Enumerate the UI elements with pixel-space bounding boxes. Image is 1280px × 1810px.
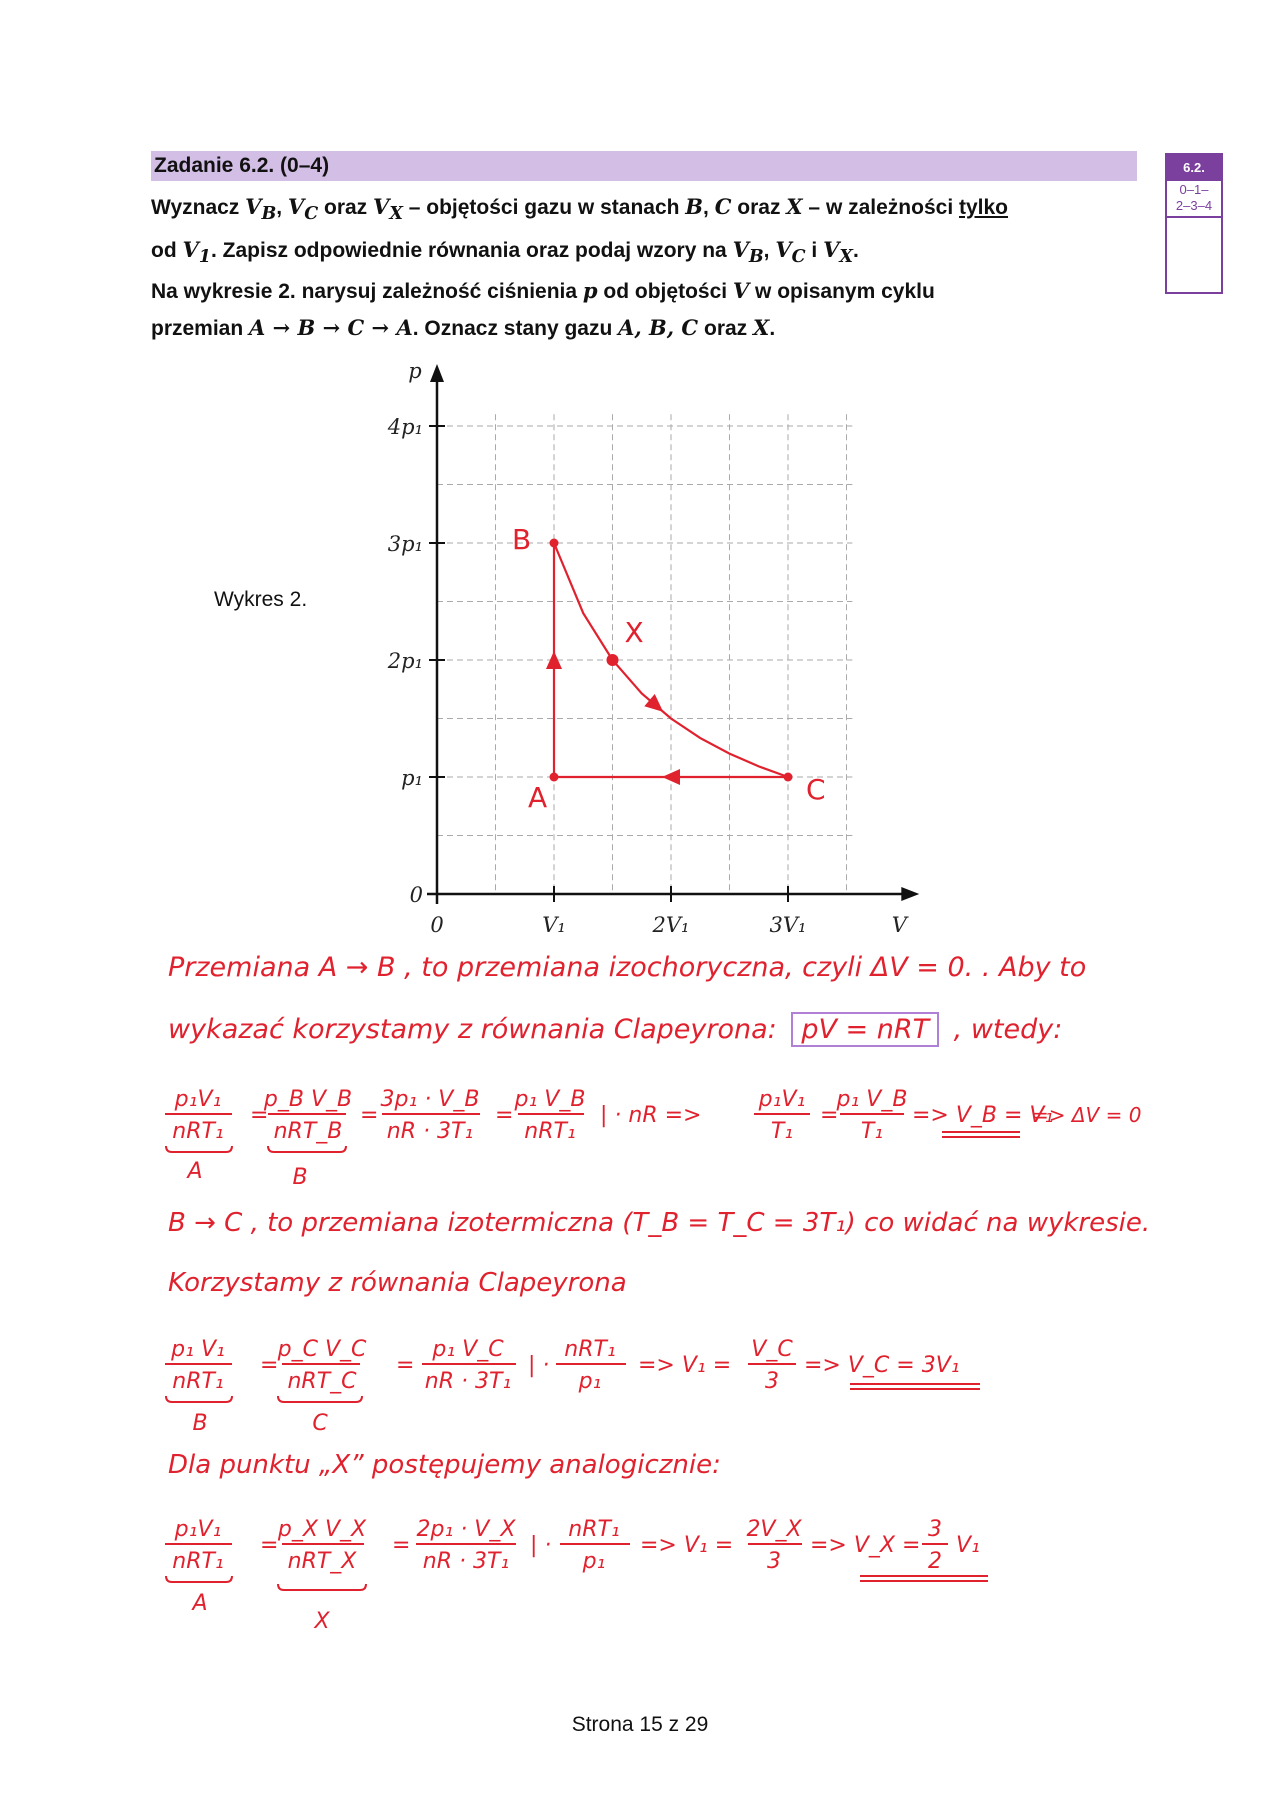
- point-C: [784, 773, 793, 782]
- e1-f6n: p₁ V_B: [836, 1087, 908, 1112]
- solution-line-2: wykazać korzystamy z równania Clapeyrona: pV = nRT , wtedy:: [168, 1014, 1063, 1045]
- task-line-2: od $V_1$. Zapisz odpowiednie równania oraz podaj wzory na $V_B$, $V_C$ i $V_X$.: [151, 237, 859, 268]
- e3-f1n: p₁V₁: [174, 1517, 222, 1542]
- x-tick-label: 0: [430, 913, 444, 937]
- e3-f4n: nRT₁: [568, 1517, 620, 1542]
- point-label-C: C: [806, 773, 826, 806]
- e2-f3n: p₁ V_C: [432, 1337, 504, 1362]
- score-points-line2: 2–3–4: [1175, 198, 1213, 213]
- solution-line-1: Przemiana A → B , to przemiana izochoryczna, czyli ΔV = 0. . Aby to: [168, 952, 1087, 983]
- point-B: [550, 539, 559, 548]
- svg-text:=: =: [260, 1533, 279, 1558]
- svg-text:=: =: [360, 1103, 379, 1128]
- e2-mid: => V₁ =: [638, 1353, 732, 1378]
- point-A: [550, 773, 559, 782]
- e1-res: => V_B = V₁: [912, 1103, 1054, 1128]
- solution-line-4: Korzystamy z równania Clapeyrona: [168, 1268, 627, 1298]
- y-tick-label: 3p₁: [387, 532, 423, 556]
- y-tick-label: 4p₁: [387, 415, 423, 439]
- page-footer: Strona 15 z 29: [571, 1713, 709, 1736]
- e1-f3d: nR · 3T₁: [386, 1119, 474, 1144]
- point-X: [607, 654, 619, 666]
- e1-f2d: nRT_B: [273, 1119, 343, 1144]
- e3-f2n: p_X V_X: [277, 1517, 367, 1542]
- e3-f1d: nRT₁: [172, 1549, 224, 1574]
- y-tick-label: 2p₁: [387, 649, 423, 673]
- pv-chart: [360, 360, 920, 950]
- x-tick-label: 2V₁: [652, 913, 690, 937]
- e3-f3n: 2p₁ · V_X: [416, 1517, 516, 1542]
- e1-op: | · nR =>: [600, 1103, 702, 1128]
- e1-f5n: p₁V₁: [758, 1087, 806, 1112]
- e3-f5n: 2V_X: [746, 1517, 802, 1542]
- e2-f1n: p₁ V₁: [171, 1337, 225, 1362]
- e3-res: => V_X =: [810, 1533, 921, 1558]
- e1-f1u: A: [187, 1159, 203, 1184]
- e1-f4n: p₁ V_B: [514, 1087, 586, 1112]
- score-label: 6.2.: [1167, 155, 1221, 181]
- task-line-3: Na wykresie 2. narysuj zależność ciśnienia p od objętości V w opisanym cyklu: [151, 278, 935, 303]
- e2-f3d: nR · 3T₁: [424, 1369, 512, 1394]
- task-line-4: przemian A → B → C → A. Oznacz stany gazu A, B, C oraz X.: [151, 315, 776, 340]
- e3-f5d: 3: [767, 1549, 781, 1574]
- e2-f1u: B: [192, 1411, 208, 1436]
- equation-1: [160, 1080, 1160, 1200]
- e2-f2n: p_C V_C: [277, 1337, 367, 1362]
- emphasis-tylko: tylko: [959, 196, 1009, 219]
- y-tick-label: 0: [409, 883, 423, 907]
- point-label-A: A: [528, 781, 548, 814]
- svg-text:=: =: [250, 1103, 269, 1128]
- e2-f4n: nRT₁: [564, 1337, 616, 1362]
- x-tick-label: V₁: [542, 913, 566, 937]
- e3-f3d: nR · 3T₁: [422, 1549, 510, 1574]
- equation-3: [160, 1510, 1000, 1650]
- e1-f6d: T₁: [860, 1119, 884, 1144]
- equation-2: [160, 1330, 1000, 1440]
- svg-text:=: =: [260, 1353, 279, 1378]
- e2-res: => V_C = 3V₁: [804, 1353, 960, 1378]
- e1-res2: => ΔV = 0: [1032, 1103, 1142, 1127]
- e3-f2d: nRT_X: [287, 1549, 357, 1574]
- chart-ticks: [387, 360, 909, 937]
- task-paragraph-1: [151, 189, 1136, 275]
- e1-f2u: B: [292, 1165, 308, 1190]
- svg-text:=: =: [396, 1353, 415, 1378]
- e1-f1d: nRT₁: [172, 1119, 224, 1144]
- task-line-1: Wyznacz $V_B$, $V_C$ oraz $V_X$ – objętości gazu w stanach B, C oraz X – w zależności tylko: [151, 194, 1009, 225]
- score-points: [1167, 181, 1221, 218]
- e1-f5d: T₁: [770, 1119, 794, 1144]
- e3-f1u: A: [192, 1591, 208, 1616]
- score-points-line1: 0–1–: [1179, 182, 1209, 197]
- x-axis-arrow: [901, 887, 919, 901]
- direction-arrow: [662, 769, 680, 785]
- x-axis-label: V: [891, 913, 907, 937]
- e2-f5d: 3: [765, 1369, 779, 1394]
- e2-f2u: C: [312, 1411, 328, 1436]
- e3-f6d: 2: [928, 1549, 942, 1574]
- point-label-B: B: [512, 523, 532, 556]
- e3-mid: => V₁ =: [640, 1533, 734, 1558]
- solution-line-5: Dla punktu „X” postępujemy analogicznie:: [168, 1450, 721, 1480]
- chart-series: [546, 543, 788, 785]
- e2-op: | ·: [528, 1353, 550, 1378]
- e1-f3n: 3p₁ · V_B: [380, 1087, 480, 1112]
- x-tick-label: 3V₁: [769, 913, 807, 937]
- e1-f4d: nRT₁: [524, 1119, 576, 1144]
- svg-text:=: =: [392, 1533, 411, 1558]
- chart-axes: [427, 364, 919, 904]
- y-axis-arrow: [430, 364, 444, 382]
- e2-f5n: V_C: [751, 1337, 793, 1362]
- e2-f4d: p₁: [578, 1369, 602, 1394]
- score-box: [1165, 153, 1223, 294]
- y-axis-label: p: [408, 360, 422, 383]
- task-paragraph-2: [151, 273, 1136, 347]
- chart-caption: Wykres 2.: [214, 588, 308, 611]
- task-header: Zadanie 6.2. (0–4): [151, 151, 1137, 181]
- e2-f1d: nRT₁: [172, 1369, 224, 1394]
- e3-f4d: p₁: [582, 1549, 606, 1574]
- solution-line-3: B → C , to przemiana izotermiczna (T_B = T_C = 3T₁) co widać na wykresie.: [168, 1208, 1151, 1238]
- e3-f2u: X: [314, 1609, 330, 1634]
- chart-grid: [437, 414, 852, 894]
- e3-res-tail: V₁: [956, 1533, 980, 1558]
- e2-f2d: nRT_C: [287, 1369, 357, 1394]
- e3-op: | ·: [530, 1533, 552, 1558]
- svg-text:=: =: [820, 1103, 839, 1128]
- e1-f1n: p₁V₁: [174, 1087, 222, 1112]
- point-label-X: X: [624, 616, 644, 649]
- svg-text:=: =: [495, 1103, 514, 1128]
- e1-f2n: p_B V_B: [263, 1087, 353, 1112]
- clapeyron-box: pV = nRT: [791, 1012, 939, 1047]
- y-tick-label: p₁: [401, 766, 423, 790]
- e3-f6n: 3: [928, 1517, 942, 1542]
